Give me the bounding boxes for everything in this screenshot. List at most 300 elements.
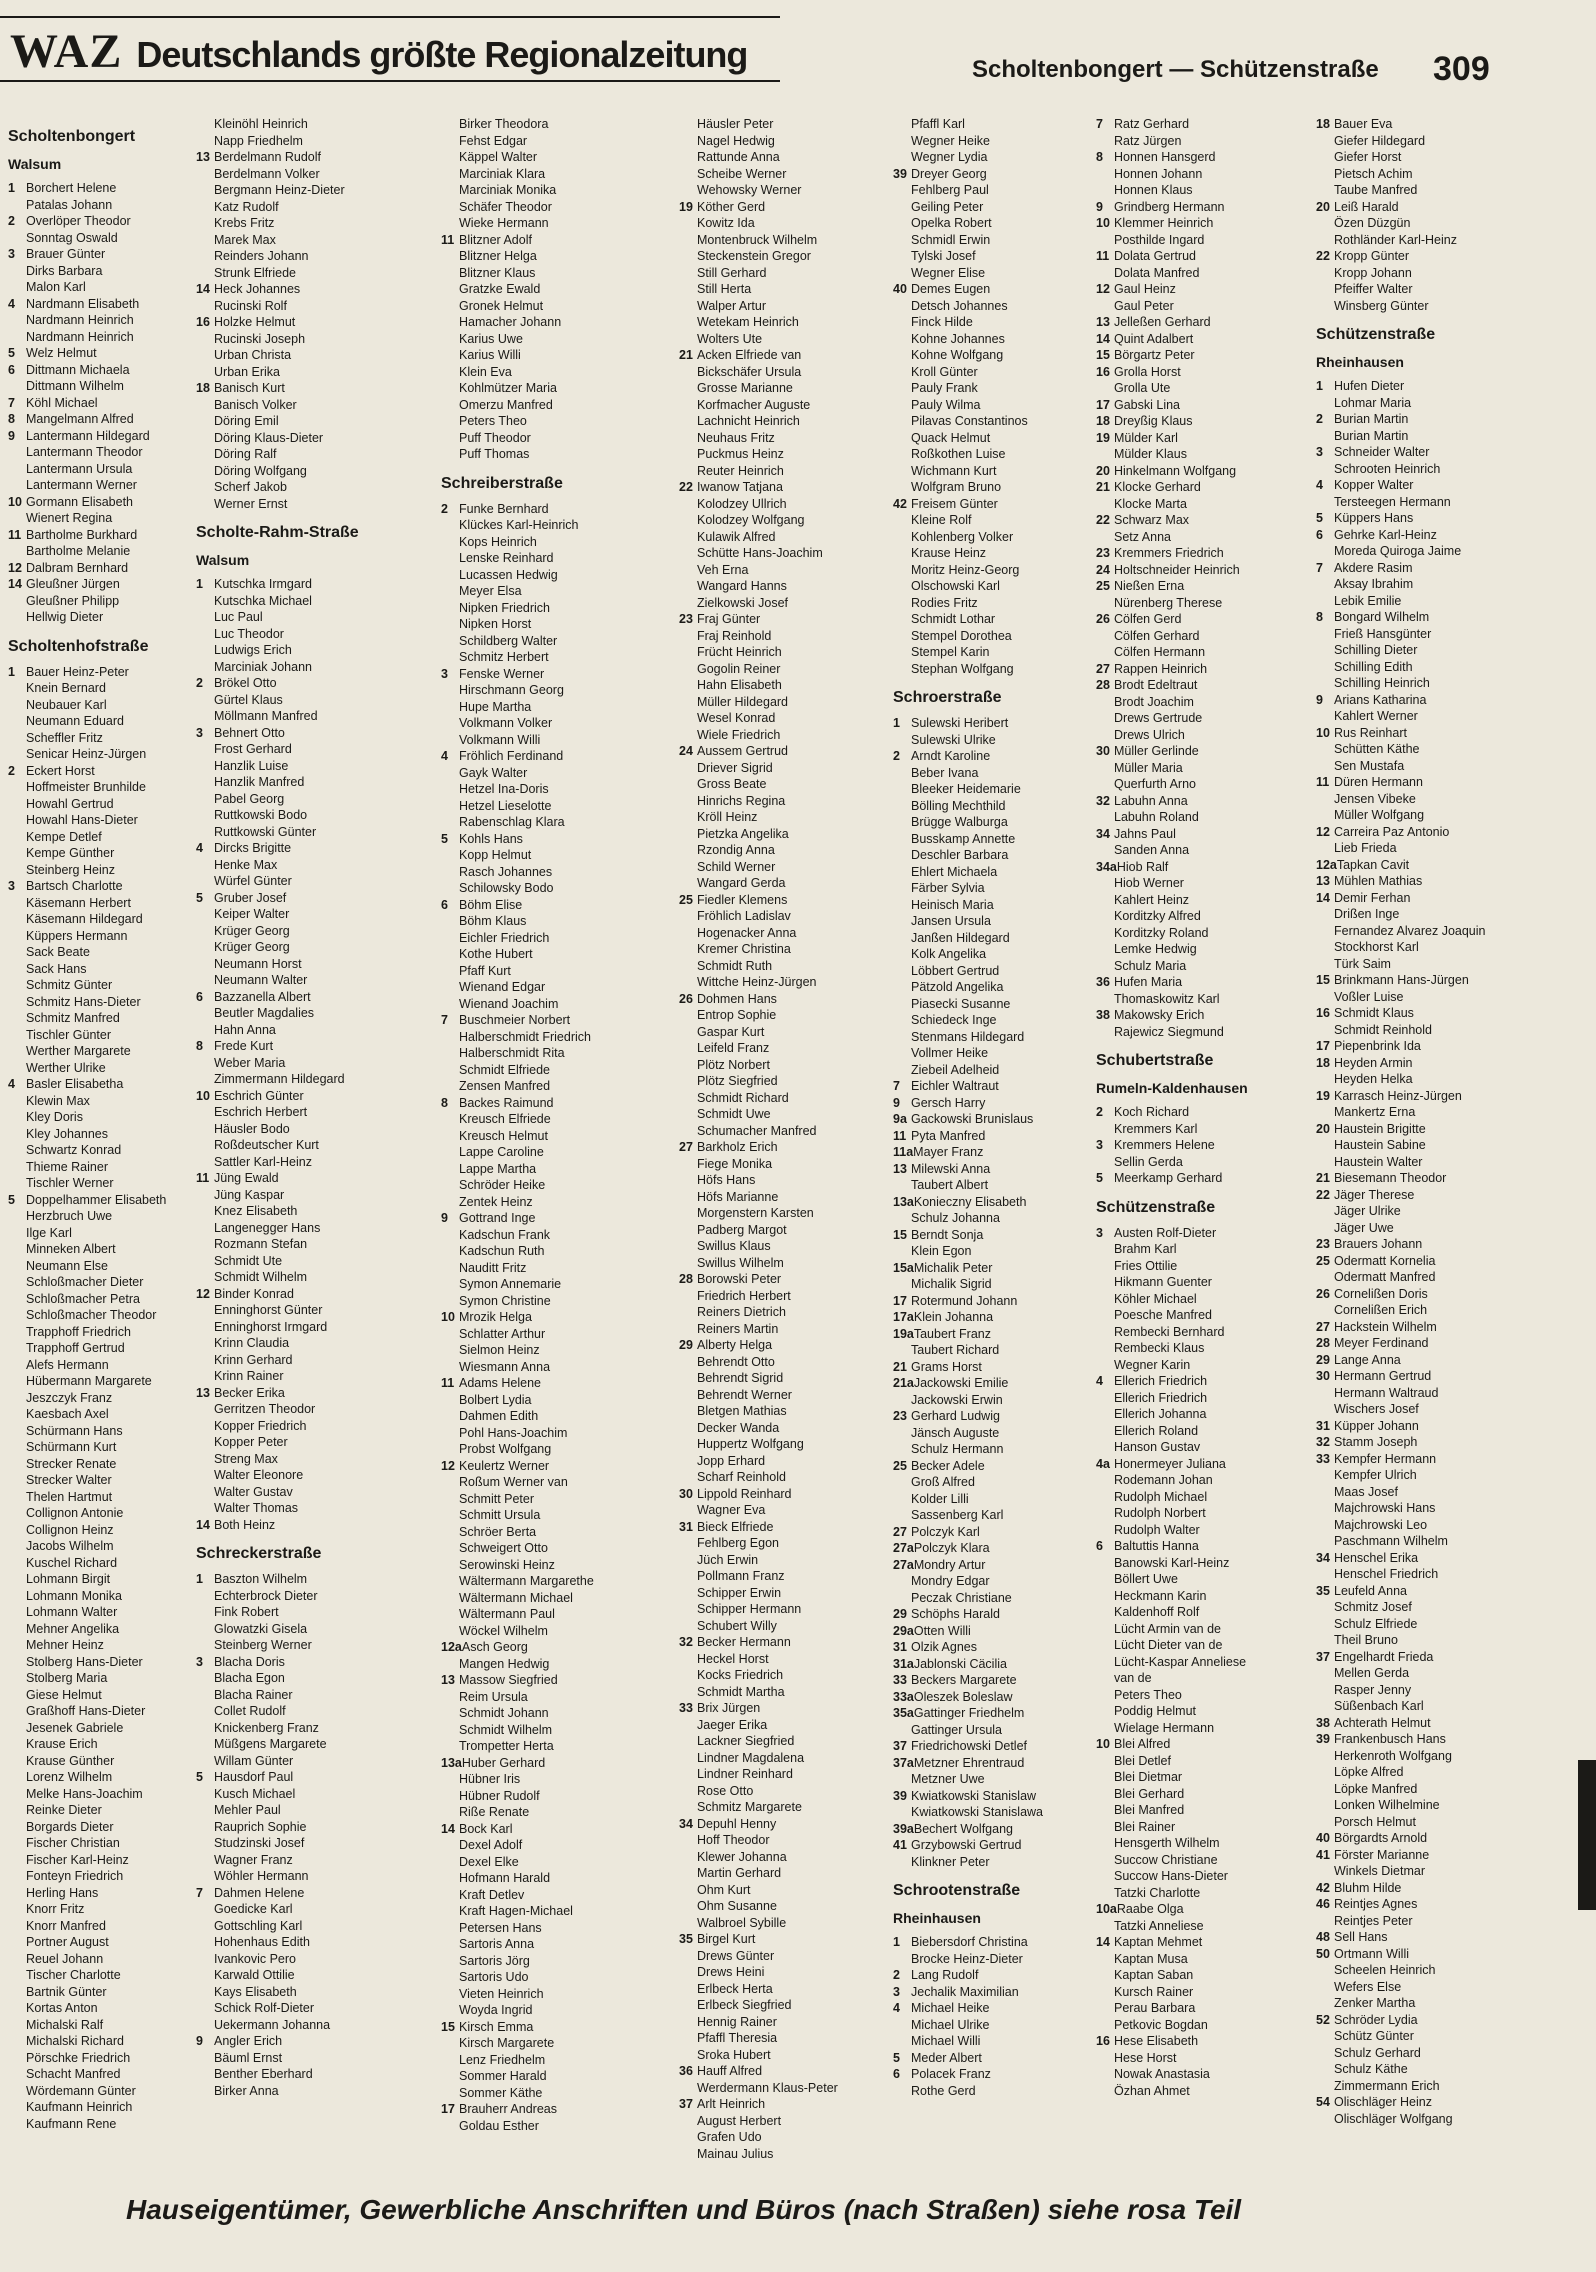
house-number: 6 xyxy=(1316,527,1323,542)
resident-entry xyxy=(196,1703,408,1720)
resident-name: Blacha Doris xyxy=(214,1654,285,1669)
resident-entry xyxy=(1316,1616,1528,1633)
resident-name: Schröder Lydia xyxy=(1334,2012,1418,2027)
resident-entry xyxy=(196,1901,408,1918)
resident-entry xyxy=(8,2050,220,2067)
resident-name: Schmitz Josef xyxy=(1334,1600,1412,1614)
resident-entry xyxy=(8,576,220,593)
resident-entry xyxy=(8,1159,220,1176)
resident-name: Swillus Wilhelm xyxy=(697,1255,784,1270)
resident-entry xyxy=(196,347,408,364)
resident-name: Taubert Albert xyxy=(911,1178,989,1192)
resident-entry xyxy=(1316,1962,1528,1979)
resident-entry xyxy=(679,479,891,496)
resident-entry xyxy=(8,510,220,527)
resident-name: Sroka Hubert xyxy=(697,2047,771,2062)
resident-name: Lebik Emilie xyxy=(1334,593,1402,608)
resident-name: Portner August xyxy=(26,1935,109,1949)
resident-name: Häusler Peter xyxy=(697,117,774,131)
resident-entry xyxy=(1096,248,1308,265)
resident-name: Hübner Iris xyxy=(459,1772,521,1786)
resident-entry xyxy=(893,347,1105,364)
resident-name: Mühlen Mathias xyxy=(1334,874,1423,888)
resident-name: Dohmen Hans xyxy=(697,991,777,1006)
resident-entry xyxy=(8,362,220,379)
resident-name: Neuhaus Fritz xyxy=(697,430,775,445)
resident-entry xyxy=(441,215,653,232)
resident-name: Rasch Johannes xyxy=(459,864,553,879)
house-number: 20 xyxy=(1096,463,1110,478)
house-number: 34 xyxy=(1316,1550,1330,1565)
resident-name: Heckmann Karin xyxy=(1114,1588,1207,1603)
resident-entry xyxy=(1316,576,1528,593)
resident-entry xyxy=(196,2000,408,2017)
resident-entry xyxy=(679,1304,891,1321)
resident-entry xyxy=(893,331,1105,348)
house-number: 9 xyxy=(893,1095,900,1110)
resident-name: Müßgens Margarete xyxy=(214,1737,327,1751)
house-number: 19 xyxy=(679,199,693,214)
resident-name: Dalbram Bernhard xyxy=(26,560,129,575)
resident-entry xyxy=(196,149,408,166)
resident-name: Gayk Walter xyxy=(459,765,528,780)
resident-entry xyxy=(441,1524,653,1541)
resident-entry xyxy=(441,633,653,650)
resident-name: Holtschneider Heinrich xyxy=(1114,562,1240,577)
resident-entry xyxy=(679,1750,891,1767)
resident-entry xyxy=(679,364,891,381)
resident-name: Wittche Heinz-Jürgen xyxy=(697,975,817,989)
masthead xyxy=(10,24,747,79)
resident-name: Möllmann Manfred xyxy=(214,709,318,723)
house-number: 23 xyxy=(893,1409,907,1423)
resident-entry xyxy=(1316,1896,1528,1913)
resident-name: Ruttkowski Bodo xyxy=(214,808,308,822)
resident-entry xyxy=(679,1816,891,1833)
resident-entry xyxy=(8,1901,220,1918)
house-number: 13 xyxy=(196,1385,210,1400)
resident-name: Collet Rudolf xyxy=(214,1704,286,1718)
resident-name: Döring Emil xyxy=(214,414,279,428)
resident-entry xyxy=(8,1241,220,1258)
resident-name: Sanden Anna xyxy=(1114,843,1190,857)
resident-name: Lantermann Werner xyxy=(26,478,137,492)
resident-name: Lappe Caroline xyxy=(459,1145,544,1159)
house-number: 14 xyxy=(1316,890,1330,905)
resident-entry xyxy=(8,263,220,280)
resident-entry xyxy=(1316,692,1528,709)
resident-name: Jänsch Auguste xyxy=(911,1425,1000,1440)
house-number: 34a xyxy=(1096,859,1117,874)
resident-entry xyxy=(1096,397,1308,414)
house-number: 11 xyxy=(196,1171,210,1185)
resident-name: Hackstein Wilhelm xyxy=(1334,1319,1437,1334)
resident-name: Gabski Lina xyxy=(1114,397,1181,412)
resident-entry xyxy=(441,2068,653,2085)
resident-entry xyxy=(8,230,220,247)
resident-entry xyxy=(441,1672,653,1689)
resident-name: Rißе Renate xyxy=(459,1805,530,1819)
resident-name: Sulewski Heribert xyxy=(911,716,1009,730)
resident-entry xyxy=(196,2066,408,2083)
resident-entry xyxy=(441,2052,653,2069)
resident-entry xyxy=(441,1062,653,1079)
resident-name: Meerkamp Gerhard xyxy=(1114,1171,1223,1185)
resident-name: Fischer Christian xyxy=(26,1836,120,1850)
resident-entry xyxy=(893,1705,1105,1722)
resident-name: Barkholz Erich xyxy=(697,1140,778,1154)
resident-name: Hahn Anna xyxy=(214,1022,276,1037)
house-number: 17 xyxy=(893,1293,907,1308)
resident-name: Padberg Margot xyxy=(697,1222,787,1237)
resident-entry xyxy=(441,1969,653,1986)
house-number: 39a xyxy=(893,1821,914,1836)
resident-name: Schmidt Richard xyxy=(697,1090,789,1105)
resident-name: Burian Martin xyxy=(1334,428,1409,443)
resident-entry xyxy=(8,812,220,829)
resident-entry xyxy=(441,864,653,881)
resident-entry xyxy=(679,2146,891,2163)
resident-name: Klewer Johanna xyxy=(697,1849,787,1864)
resident-entry xyxy=(893,1771,1105,1788)
resident-entry xyxy=(893,831,1105,848)
resident-entry xyxy=(1316,248,1528,265)
resident-name: Werdermann Klaus-Peter xyxy=(697,2080,838,2095)
resident-entry xyxy=(8,961,220,978)
resident-entry xyxy=(679,1057,891,1074)
resident-name: Frieß Hansgünter xyxy=(1334,626,1432,641)
resident-name: Marciniak Klara xyxy=(459,166,546,181)
house-number: 31 xyxy=(893,1640,907,1654)
resident-name: Katz Rudolf xyxy=(214,199,279,214)
resident-entry xyxy=(8,1373,220,1390)
resident-name: Mrozik Helga xyxy=(459,1310,532,1324)
resident-entry xyxy=(441,1012,653,1029)
resident-entry xyxy=(196,873,408,890)
resident-name: Gerhard Ludwig xyxy=(911,1409,1000,1423)
resident-entry xyxy=(1316,1418,1528,1435)
resident-entry xyxy=(1096,1654,1308,1671)
resident-entry xyxy=(1096,1736,1308,1753)
resident-entry xyxy=(679,1156,891,1173)
resident-name: Borchert Helene xyxy=(26,181,117,195)
house-number: 23 xyxy=(1316,1237,1330,1251)
resident-entry xyxy=(1096,2050,1308,2067)
house-number: 27a xyxy=(893,1541,914,1555)
resident-name: Alberty Helga xyxy=(697,1338,773,1352)
resident-entry xyxy=(893,847,1105,864)
resident-entry xyxy=(1096,1967,1308,1984)
masthead-tagline: Deutschlands größte Regionalzeitung xyxy=(136,34,748,75)
resident-entry xyxy=(893,446,1105,463)
resident-entry xyxy=(196,1088,408,1105)
resident-entry xyxy=(1096,1007,1308,1024)
resident-name: Heinisch Maria xyxy=(911,897,994,912)
resident-name: Keulertz Werner xyxy=(459,1458,550,1473)
resident-name: Brauherr Andreas xyxy=(459,2102,557,2116)
resident-entry xyxy=(1316,840,1528,857)
resident-name: Kaufmann Heinrich xyxy=(26,2100,133,2114)
resident-entry xyxy=(679,1222,891,1239)
resident-name: Klewin Max xyxy=(26,1093,90,1108)
resident-entry xyxy=(1316,1451,1528,1468)
resident-name: Schütten Käthe xyxy=(1334,742,1420,756)
resident-name: Hufen Dieter xyxy=(1334,379,1405,393)
resident-entry xyxy=(679,1882,891,1899)
resident-name: Bechert Wolfgang xyxy=(913,1821,1013,1836)
resident-entry xyxy=(441,1771,653,1788)
resident-name: Kopper Friedrich xyxy=(214,1418,307,1433)
resident-entry xyxy=(196,248,408,265)
resident-entry xyxy=(1096,595,1308,612)
resident-name: Perau Barbara xyxy=(1114,2001,1196,2015)
resident-name: Sattler Karl-Heinz xyxy=(214,1154,312,1169)
house-number: 12 xyxy=(8,560,22,575)
resident-name: Hinkelmann Wolfgang xyxy=(1114,463,1237,478)
resident-entry xyxy=(679,446,891,463)
resident-name: Lenz Friedhelm xyxy=(459,2052,546,2067)
resident-name: Kopper Walter xyxy=(1334,478,1414,492)
resident-name: Hamacher Johann xyxy=(459,315,562,329)
resident-entry xyxy=(196,906,408,923)
resident-name: Rajewicz Siegmund xyxy=(1114,1024,1224,1039)
house-number: 22 xyxy=(679,480,693,494)
resident-name: Howahl Gertrud xyxy=(26,796,114,811)
resident-name: Minneken Albert xyxy=(26,1242,116,1256)
resident-name: Melke Hans-Joachim xyxy=(26,1786,143,1801)
resident-entry xyxy=(1096,1489,1308,1506)
resident-name: Nipken Horst xyxy=(459,617,532,631)
resident-name: Eichler Friedrich xyxy=(459,930,550,945)
resident-entry xyxy=(679,397,891,414)
resident-entry xyxy=(1096,1786,1308,1803)
resident-entry xyxy=(1096,2000,1308,2017)
resident-entry xyxy=(441,534,653,551)
resident-entry xyxy=(679,1667,891,1684)
house-number: 10a xyxy=(1096,1902,1117,1916)
resident-name: Schütte Hans-Joachim xyxy=(697,546,823,560)
resident-name: Schumacher Manfred xyxy=(697,1123,817,1138)
resident-name: Schmitz Hans-Dieter xyxy=(26,994,141,1009)
resident-entry xyxy=(196,1868,408,1885)
resident-entry xyxy=(441,1194,653,1211)
house-number: 2 xyxy=(8,214,15,228)
resident-name: Baszton Wilhelm xyxy=(214,1572,308,1586)
resident-entry xyxy=(1316,1550,1528,1567)
house-number: 25 xyxy=(1316,1253,1330,1268)
resident-entry xyxy=(8,246,220,263)
resident-entry xyxy=(893,397,1105,414)
resident-name: Scherf Jakob xyxy=(214,480,287,494)
resident-name: Ohm Susanne xyxy=(697,1899,777,1913)
resident-name: Puff Theodor xyxy=(459,430,531,445)
resident-name: Querfurth Arno xyxy=(1114,777,1196,791)
resident-name: Deschler Barbara xyxy=(911,848,1009,862)
resident-name: Detsch Johannes xyxy=(911,298,1008,313)
resident-name: Honermeyer Juliana xyxy=(1114,1456,1226,1471)
resident-name: Drews Heini xyxy=(697,1965,765,1979)
resident-name: Kaptan Mehmet xyxy=(1114,1935,1203,1949)
resident-name: Krinn Claudia xyxy=(214,1336,290,1350)
resident-name: Hermann Waltraud xyxy=(1334,1385,1439,1400)
resident-entry xyxy=(8,680,220,697)
resident-entry xyxy=(441,649,653,666)
resident-name: Jopp Erhard xyxy=(697,1453,766,1468)
resident-name: Krause Heinz xyxy=(911,546,987,560)
resident-entry xyxy=(1096,1307,1308,1324)
resident-name: Schrooten Heinrich xyxy=(1334,461,1441,476)
resident-entry xyxy=(441,1144,653,1161)
resident-name: Willam Günter xyxy=(214,1753,294,1768)
resident-entry xyxy=(679,149,891,166)
resident-name: Hensgerth Wilhelm xyxy=(1114,1836,1220,1850)
resident-name: Tylski Josef xyxy=(911,249,976,263)
resident-entry xyxy=(441,1029,653,1046)
house-number: 14 xyxy=(196,1517,210,1532)
house-number: 11 xyxy=(441,232,455,247)
resident-entry xyxy=(196,1005,408,1022)
house-number: 2 xyxy=(1316,412,1323,426)
resident-entry xyxy=(1316,873,1528,890)
resident-name: Cölfen Gerhard xyxy=(1114,628,1200,643)
resident-name: Knorr Manfred xyxy=(26,1918,106,1933)
resident-entry xyxy=(893,265,1105,282)
house-number: 21 xyxy=(679,348,693,362)
resident-entry xyxy=(1096,1024,1308,1041)
resident-entry xyxy=(893,2017,1105,2034)
house-number: 35a xyxy=(893,1706,914,1720)
resident-entry xyxy=(441,1441,653,1458)
resident-name: Goldau Esther xyxy=(459,2118,539,2133)
resident-name: Brinkmann Hans-Jürgen xyxy=(1334,973,1469,987)
resident-name: Borgards Dieter xyxy=(26,1819,114,1834)
house-number: 3 xyxy=(8,879,15,893)
resident-entry xyxy=(679,941,891,958)
resident-name: Grolla Horst xyxy=(1114,364,1181,379)
resident-entry xyxy=(196,281,408,298)
resident-name: Lohmar Maria xyxy=(1334,395,1412,410)
resident-entry xyxy=(441,1375,653,1392)
resident-name: Brodt Joachim xyxy=(1114,694,1194,709)
resident-name: Blei Detlef xyxy=(1114,1753,1171,1768)
resident-name: Zenker Martha xyxy=(1334,1996,1416,2010)
resident-name: Lantermann Theodor xyxy=(26,445,143,459)
resident-entry xyxy=(196,1852,408,1869)
house-number: 11 xyxy=(441,1376,455,1390)
masthead-rule xyxy=(0,80,780,82)
resident-entry xyxy=(893,1491,1105,1508)
resident-entry xyxy=(441,682,653,699)
resident-name: Wegner Lydia xyxy=(911,150,988,164)
resident-name: Decker Wanda xyxy=(697,1420,780,1435)
resident-name: Ortmann Willi xyxy=(1334,1946,1410,1961)
resident-entry xyxy=(196,1022,408,1039)
resident-entry xyxy=(893,199,1105,216)
resident-name: Schulz Gerhard xyxy=(1334,2045,1421,2060)
directory-column xyxy=(679,116,891,2162)
resident-name: Reim Ursula xyxy=(459,1689,528,1704)
resident-name: Michalski Ralf xyxy=(26,2017,104,2032)
resident-entry xyxy=(893,1276,1105,1293)
resident-entry xyxy=(441,2035,653,2052)
resident-entry xyxy=(441,314,653,331)
resident-entry xyxy=(441,1540,653,1557)
house-number: 7 xyxy=(893,1079,900,1093)
resident-entry xyxy=(1096,1154,1308,1171)
resident-entry xyxy=(679,215,891,232)
resident-entry xyxy=(196,479,408,496)
resident-entry xyxy=(1316,1731,1528,1748)
resident-entry xyxy=(196,593,408,610)
house-number: 8 xyxy=(441,1095,448,1110)
resident-entry xyxy=(441,1722,653,1739)
resident-entry xyxy=(893,1967,1105,1984)
resident-name: Wördemann Günter xyxy=(26,2083,136,2098)
resident-entry xyxy=(8,1274,220,1291)
house-number: 28 xyxy=(1316,1336,1330,1350)
resident-entry xyxy=(8,1175,220,1192)
house-number: 13a xyxy=(441,1755,462,1770)
resident-name: Blitzner Klaus xyxy=(459,265,536,280)
resident-name: Arlt Heinrich xyxy=(697,2097,766,2111)
resident-name: Brodt Edeltraut xyxy=(1114,678,1198,692)
resident-name: Bölling Mechthild xyxy=(911,798,1006,813)
resident-entry xyxy=(893,930,1105,947)
resident-entry xyxy=(893,1177,1105,1194)
resident-name: Demes Eugen xyxy=(911,282,991,296)
resident-name: Kohlmützer Maria xyxy=(459,381,557,395)
resident-name: Raabe Olga xyxy=(1116,1902,1184,1916)
directory-column xyxy=(893,116,1105,2099)
resident-entry xyxy=(1096,644,1308,661)
district-heading: Rumeln-Kaldenhausen xyxy=(1096,1080,1248,1096)
resident-entry xyxy=(196,1236,408,1253)
resident-entry xyxy=(441,1045,653,1062)
resident-entry xyxy=(441,380,653,397)
resident-entry xyxy=(441,1260,653,1277)
resident-name: Meyer Elsa xyxy=(459,584,522,598)
resident-name: Austen Rolf-Dieter xyxy=(1114,1225,1217,1240)
resident-name: Quack Helmut xyxy=(911,430,991,445)
resident-name: Jesenek Gabriele xyxy=(26,1720,124,1735)
resident-name: Martin Gerhard xyxy=(697,1866,782,1880)
resident-name: Collignon Antonie xyxy=(26,1506,124,1520)
resident-name: Rzondig Anna xyxy=(697,843,775,857)
resident-entry xyxy=(679,958,891,975)
resident-name: Schlatter Arthur xyxy=(459,1326,546,1341)
resident-name: Lackner Siegfried xyxy=(697,1734,795,1748)
street-heading: Scholtenbongert xyxy=(8,128,136,145)
resident-entry xyxy=(1096,1170,1308,1187)
resident-entry xyxy=(1316,199,1528,216)
resident-entry xyxy=(1096,413,1308,430)
resident-name: Krinn Gerhard xyxy=(214,1352,293,1367)
house-number: 4 xyxy=(1096,1374,1103,1388)
resident-entry xyxy=(441,748,653,765)
resident-name: Pabel Georg xyxy=(214,791,285,806)
resident-entry xyxy=(1316,890,1528,907)
resident-name: Behrendt Sigrid xyxy=(697,1371,784,1385)
house-number: 13a xyxy=(893,1194,914,1209)
resident-entry xyxy=(196,314,408,331)
resident-entry xyxy=(679,1321,891,1338)
resident-entry xyxy=(8,1472,220,1489)
resident-entry xyxy=(679,1552,891,1569)
resident-name: Schulz Elfriede xyxy=(1334,1616,1418,1631)
house-number: 30 xyxy=(1096,744,1110,758)
resident-entry xyxy=(679,281,891,298)
resident-name: Succow Christiane xyxy=(1114,1852,1218,1867)
